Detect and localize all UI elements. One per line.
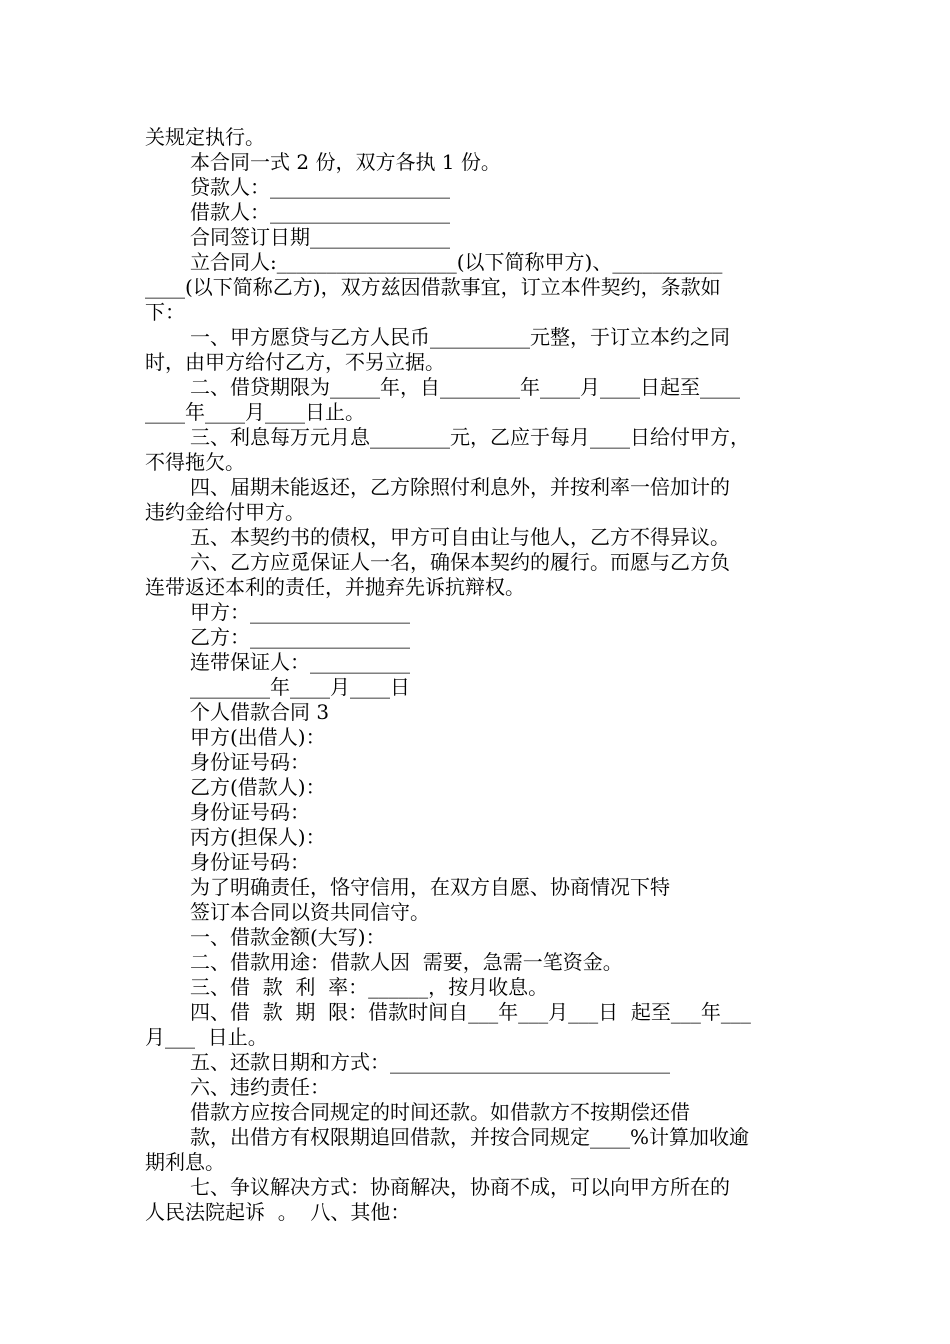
text-line: 丙方(担保人)： xyxy=(190,825,326,849)
text-line: 五、本契约书的债权，甲方可自由让与他人，乙方不得异议。 xyxy=(190,525,730,549)
text-line: 月___ 日止。 xyxy=(145,1025,268,1049)
text-line: 三、借 款 利 率：______，按月收息。 xyxy=(190,975,549,999)
text-line: 二、借贷期限为_____年，自________年____月____日起至____ xyxy=(190,375,740,399)
text-line: 立合同人:__________________(以下简称甲方)、___________ xyxy=(190,250,723,274)
text-line: 时，由甲方给付乙方，不另立据。 xyxy=(145,350,445,374)
text-line: 借款人：__________________ xyxy=(190,200,450,224)
text-line: 为了明确责任，恪守信用，在双方自愿、协商情况下特 xyxy=(190,875,670,899)
text-line: 身份证号码： xyxy=(190,750,310,774)
text-line: 乙方：________________ xyxy=(190,625,410,649)
text-line: 一、甲方愿贷与乙方人民币__________元整，于订立本约之同 xyxy=(190,325,730,349)
text-line: 连带返还本利的责任，并抛弃先诉抗辩权。 xyxy=(145,575,525,599)
text-line: 下： xyxy=(145,300,185,324)
text-line: ____(以下简称乙方)，双方兹因借款事宜，订立本件契约，条款如 xyxy=(145,275,721,299)
text-line: 个人借款合同 3 xyxy=(190,700,330,724)
text-line: 七、争议解决方式：协商解决，协商不成，可以向甲方所在的 xyxy=(190,1175,730,1199)
text-line: ____年____月____日止。 xyxy=(145,400,365,424)
text-line: ________年____月____日 xyxy=(190,675,410,699)
text-line: 五、还款日期和方式：____________________________ xyxy=(190,1050,670,1074)
text-line: 四、届期未能返还，乙方除照付利息外，并按利率一倍加计的 xyxy=(190,475,730,499)
text-line: 甲方(出借人)： xyxy=(190,725,326,749)
text-line: 借款方应按合同规定的时间还款。如借款方不按期偿还借 xyxy=(190,1100,690,1124)
text-line: 人民法院起诉 。 八、其他： xyxy=(145,1200,411,1224)
text-line: 合同签订日期______________ xyxy=(190,225,450,249)
text-line: 连带保证人：__________ xyxy=(190,650,410,674)
text-line: 贷款人：__________________ xyxy=(190,175,450,199)
text-line: 一、借款金额(大写)： xyxy=(190,925,386,949)
text-line: 乙方(借款人)： xyxy=(190,775,326,799)
text-line: 甲方：________________ xyxy=(190,600,410,624)
text-line: 身份证号码： xyxy=(190,850,310,874)
text-line: 二、借款用途：借款人因 需要，急需一笔资金。 xyxy=(190,950,623,974)
text-line: 签订本合同以资共同信守。 xyxy=(190,900,430,924)
text-line: 违约金给付甲方。 xyxy=(145,500,305,524)
text-line: 关规定执行。 xyxy=(145,125,265,149)
text-line: 六、乙方应觅保证人一名，确保本契约的履行。而愿与乙方负 xyxy=(190,550,730,574)
text-line: 款，出借方有权限期追回借款，并按合同规定____%计算加收逾 xyxy=(190,1125,750,1149)
text-line: 三、利息每万元月息________元，乙应于每月____日给付甲方， xyxy=(190,425,750,449)
text-line: 不得拖欠。 xyxy=(145,450,245,474)
text-line: 六、违约责任： xyxy=(190,1075,330,1099)
text-line: 期利息。 xyxy=(145,1150,225,1174)
text-line: 本合同一式 2 份，双方各执 1 份。 xyxy=(190,150,501,174)
text-line: 四、借 款 期 限：借款时间自___年___月___日 起至___年___ xyxy=(190,1000,751,1024)
text-line: 身份证号码： xyxy=(190,800,310,824)
